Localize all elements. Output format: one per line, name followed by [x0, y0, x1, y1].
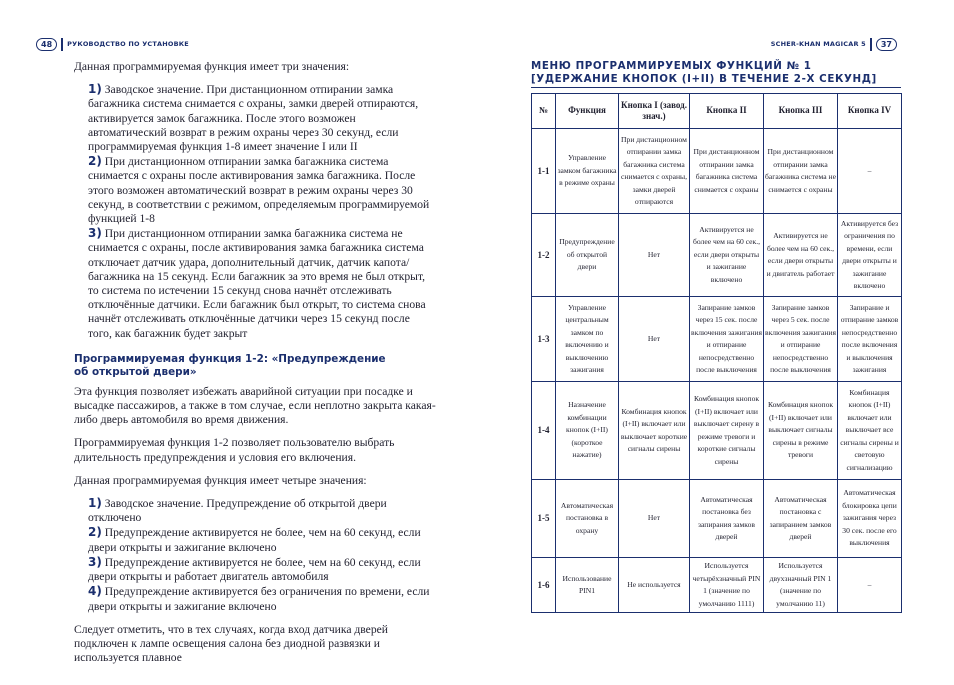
table-header-row — [532, 94, 902, 129]
header-cell: Кнопка III — [764, 94, 838, 129]
table-cell: Запирание замков через 15 сек. после включения зажигания и отпирание непосредственно после выключения — [690, 297, 764, 382]
section-heading-line2: об открытой двери» — [74, 366, 197, 379]
section-heading-line1: Программируемая функция 1-2: «Предупреждение — [74, 352, 386, 365]
item-number: 3) — [88, 554, 102, 569]
list-item — [74, 525, 436, 554]
table-cell: Комбинация кнопок (I+II) включает или выключает сирену в режиме тревоги и короткие сигналы сирены — [690, 382, 764, 480]
right-page-body — [531, 60, 901, 613]
item-number: 2) — [88, 154, 102, 169]
item-text: При дистанционном отпирании замка багажника система снимается с охраны после активирования замка багажника. После этого возможен автоматический возврат в режим охраны через 30 секунд, в соответствии с режимом, определяемым программируемой функцией 1-8 — [88, 155, 430, 226]
table-cell: 1-4 — [532, 382, 556, 480]
right-header-title: SCHER-KHAN MAGICAR 5 — [770, 40, 866, 48]
item-number: 3) — [88, 226, 102, 241]
header-cell: Кнопка II — [690, 94, 764, 129]
table-cell: Комбинация кнопок (I+II) включает или выключает все сигналы сирены и световую сигнализацию — [838, 382, 902, 480]
table-cell: Нет — [619, 480, 690, 558]
table-cell: Нет — [619, 297, 690, 382]
table-cell: Используется двухзначный PIN 1 (значение по умолчанию 11) — [764, 558, 838, 613]
table-cell: Нет — [619, 214, 690, 297]
list-item — [74, 496, 436, 525]
list-item — [74, 82, 436, 154]
table-cell: – — [838, 129, 902, 214]
right-page-header — [771, 36, 897, 52]
item-text: Предупреждение активируется не более, чем на 60 секунд, если двери открыты и зажигание включено — [88, 526, 421, 554]
table-cell: Автоматическая блокировка цепи зажигания через 30 сек. после его выключения — [838, 480, 902, 558]
table-cell: Автоматическая постановка без запирания замков дверей — [690, 480, 764, 558]
item-number: 1) — [88, 82, 102, 97]
table-cell: При дистанционном отпирании замка багажника система снимается с охраны — [690, 129, 764, 214]
header-cell: № — [532, 94, 556, 129]
header-cell: Кнопка I (завод. знач.) — [619, 94, 690, 129]
body-paragraph: Данная программируемая функция имеет четыре значения: — [74, 473, 367, 487]
table-cell: – — [838, 558, 902, 613]
table-cell: Активируется не более чем на 60 сек., если двери открыты и зажигание включено — [690, 214, 764, 297]
table-cell: Запирание и отпирание замков непосредственно после включения и выключения зажигания — [838, 297, 902, 382]
table-cell: Не используется — [619, 558, 690, 613]
table-row — [532, 297, 902, 382]
table-cell: 1-2 — [532, 214, 556, 297]
table-row — [532, 382, 902, 480]
table-cell: 1-6 — [532, 558, 556, 613]
table-cell: Комбинация кнопок (I+II) включает или выключает короткие сигналы сирены — [619, 382, 690, 480]
list-item — [74, 555, 436, 584]
body-paragraph: Следует отметить, что в тех случаях, когда вход датчика дверей подключен к лампе освещения салона без диодной развязки и используется плавное — [74, 622, 388, 665]
table-cell: При дистанционном отпирании замка багажника система снимается с охраны, замки дверей отпираются — [619, 129, 690, 214]
title-rule — [531, 87, 901, 88]
item-number: 1) — [88, 496, 102, 511]
item-text: Предупреждение активируется не более, чем на 60 секунд, если двери открыты и работает двигатель автомобиля — [88, 555, 421, 584]
left-page-body — [74, 60, 436, 665]
table-cell: Использование PIN1 — [556, 558, 619, 613]
menu-title-line2: [УДЕРЖАНИЕ КНОПОК (I+II) В ТЕЧЕНИЕ 2-Х СЕКУНД] — [531, 73, 877, 85]
table-cell: Активируется не более чем на 60 сек., если двери открыты и двигатель работает — [764, 214, 838, 297]
table-cell: Запирание замков через 5 сек. после включения зажигания и отпирание непосредственно после выключения — [764, 297, 838, 382]
item-text: Заводское значение. При дистанционном отпирании замка багажника система снимается с охраны, замки дверей отпираются, активируется замок багажника. После этого возможен автоматический возврат в режим охраны через 30 секунд, если программируемая функция 1-8 имеет значение I или II — [88, 83, 419, 154]
table-cell: Комбинация кнопок (I+II) включает или выключает сигналы сирены в режиме тревоги — [764, 382, 838, 480]
table-cell: Назначение комбинации кнопок (I+II) (короткое нажатие) — [556, 382, 619, 480]
table-cell: Используется четырёхзначный PIN 1 (значение по умолчанию 1111) — [690, 558, 764, 613]
menu-subtitle — [531, 73, 901, 86]
item-text: Предупреждение активируется без ограничения по времени, если двери открыты и зажигание включено — [88, 585, 430, 613]
item-text: При дистанционном отпирании замка багажника система не снимается с охраны, после активирования замка багажника система отключает датчик удара, дополнительный датчик, датчик капота/ багажника на 15 секунд. Если багажник за это время не был открыт, то система по истечении 15 секунд снова начнёт отслеживать отключённые датчики. Если багажник был открыт, то система снова начнёт отслеживать отключённые датчики через 15 секунд после того, как багажник будет закрыт — [88, 227, 426, 340]
table-row — [532, 214, 902, 297]
right-page-number: 37 — [876, 38, 897, 51]
intro-paragraph: Данная программируемая функция имеет три значения: — [74, 60, 350, 73]
header-cell: Функция — [556, 94, 619, 129]
section-heading — [74, 353, 436, 380]
menu-title-line1: МЕНЮ ПРОГРАММИРУЕМЫХ ФУНКЦИЙ № 1 — [531, 60, 812, 72]
table-cell: Автоматическая постановка с запиранием замков дверей — [764, 480, 838, 558]
left-header-title: РУКОВОДСТВО ПО УСТАНОВКЕ — [67, 40, 189, 48]
left-page-number: 48 — [36, 38, 57, 51]
header-cell: Кнопка IV — [838, 94, 902, 129]
list-item — [74, 584, 436, 613]
table-row — [532, 480, 902, 558]
table-row — [532, 558, 902, 613]
item-text: Заводское значение. Предупреждение об открытой двери отключено — [88, 497, 387, 525]
table-cell: Управление центральным замком по включению и выключению зажигания — [556, 297, 619, 382]
table-cell: 1-3 — [532, 297, 556, 382]
left-page-header — [36, 36, 189, 52]
body-paragraph: Эта функция позволяет избежать аварийной ситуации при посадке и высадке пассажиров, а также в том случае, если неплотно закрыта какая-либо дверь автомобиля во время движения. — [74, 384, 436, 427]
table-cell: Автоматическая постановка в охрану — [556, 480, 619, 558]
table-cell: Управление замком багажника в режиме охраны — [556, 129, 619, 214]
list-item — [74, 226, 436, 341]
table-cell: Предупреждение об открытой двери — [556, 214, 619, 297]
item-number: 4) — [88, 584, 102, 599]
menu-title — [531, 60, 901, 73]
functions-table — [531, 93, 902, 613]
header-divider — [870, 38, 872, 51]
table-cell: 1-5 — [532, 480, 556, 558]
header-divider — [61, 38, 63, 51]
table-cell: При дистанционном отпирании замка багажника система не снимается с охраны — [764, 129, 838, 214]
table-row — [532, 129, 902, 214]
table-cell: Активируется без ограничения по времени, если двери открыты и зажигание включено — [838, 214, 902, 297]
list-item — [74, 154, 436, 226]
table-cell: 1-1 — [532, 129, 556, 214]
body-paragraph: Программируемая функция 1-2 позволяет пользователю выбрать длительность предупреждения и условия его включения. — [74, 436, 395, 464]
item-number: 2) — [88, 525, 102, 540]
